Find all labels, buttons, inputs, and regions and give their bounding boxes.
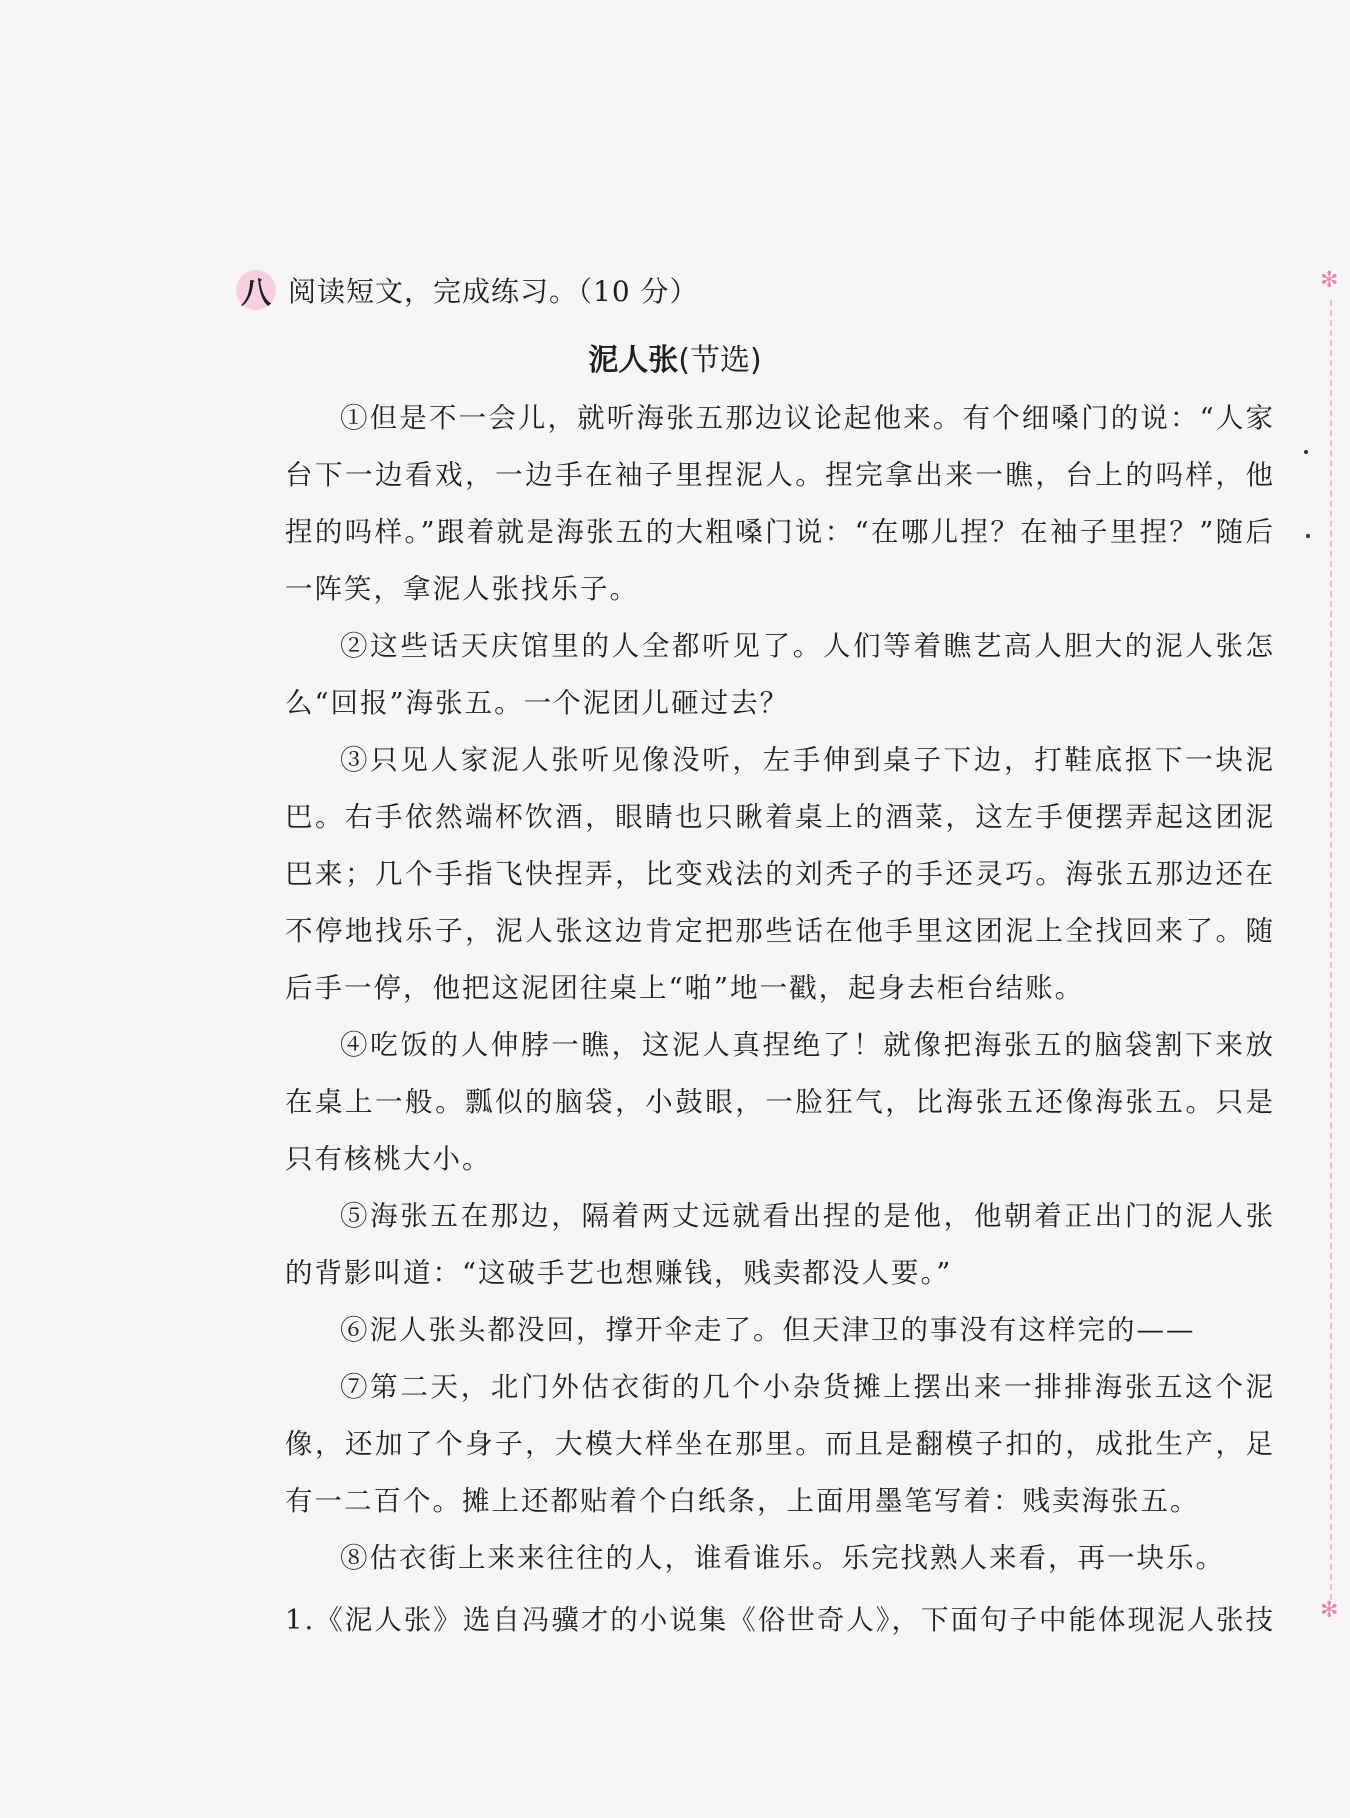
paragraph-6: ⑥泥人张头都没回，撑开伞走了。但天津卫的事没有这样完的—— <box>340 1314 1196 1346</box>
question-1: 1.《泥人张》选自冯骥才的小说集《俗世奇人》，下面句子中能体现泥人张技 <box>285 1604 1275 1636</box>
passage-title-note: (节选) <box>678 343 762 378</box>
paragraph-4: ④吃饭的人伸脖一瞧，这泥人真捏绝了！就像把海张五的脑袋割下来放在桌上一般。瓢似的脑袋，小鼓眼，一脸狂气，比海张五还像海张五。只是只有核桃大小。 <box>285 1029 1275 1175</box>
flower-marker-icon: ✻ <box>1320 1598 1339 1623</box>
scan-speck <box>1304 450 1308 454</box>
section-header <box>236 270 699 310</box>
paragraph-5: ⑤海张五在那边，隔着两丈远就看出捏的是他，他朝着正出门的泥人张的背影叫道：“这破手艺也想赚钱，贱卖都没人要。” <box>285 1200 1275 1289</box>
passage-title <box>0 335 1350 379</box>
flower-marker-icon: ✻ <box>1320 268 1339 293</box>
paragraph-3: ③只见人家泥人张听见像没听，左手伸到桌子下边，打鞋底抠下一块泥巴。右手依然端杯饮酒，眼睛也只瞅着桌上的酒菜，这左手便摆弄起这团泥巴来；几个手指飞快捏弄，比变戏法的刘秃子的手还灵巧。海张五那边还在不停地找乐子，泥人张这边肯定把那些话在他手里这团泥上全找回来了。随后手一停，他把这泥团往桌上“啪”地一戳，起身去柜台结账。 <box>285 744 1275 1004</box>
section-instruction: 阅读短文，完成练习。（10 分） <box>288 275 699 308</box>
paragraph-2: ②这些话天庆馆里的人全都听见了。人们等着瞧艺高人胆大的泥人张怎么“回报”海张五。一个泥团儿砸过去？ <box>285 630 1275 719</box>
scan-speck <box>1306 534 1310 538</box>
passage-body <box>285 390 1275 1587</box>
section-number-badge: 八 <box>236 270 276 310</box>
passage-title-main: 泥人张 <box>588 343 679 378</box>
paragraph-7: ⑦第二天，北门外估衣街的几个小杂货摊上摆出来一排排海张五这个泥像，还加了个身子，大模大样坐在那里。而且是翻模子扣的，成批生产，足有一二百个。摊上还都贴着个白纸条，上面用墨笔写着：贱卖海张五。 <box>285 1371 1275 1517</box>
paragraph-1: ①但是不一会儿，就听海张五那边议论起他来。有个细嗓门的说：“人家台下一边看戏，一边手在袖子里捏泥人。捏完拿出来一瞧，台上的吗样，他捏的吗样。”跟着就是海张五的大粗嗓门说：“在哪儿捏？在袖子里捏？”随后一阵笑，拿泥人张找乐子。 <box>285 402 1275 605</box>
binding-edge-dashes <box>1330 300 1332 1600</box>
paragraph-8: ⑧估衣街上来来往往的人，谁看谁乐。乐完找熟人来看，再一块乐。 <box>340 1542 1225 1574</box>
